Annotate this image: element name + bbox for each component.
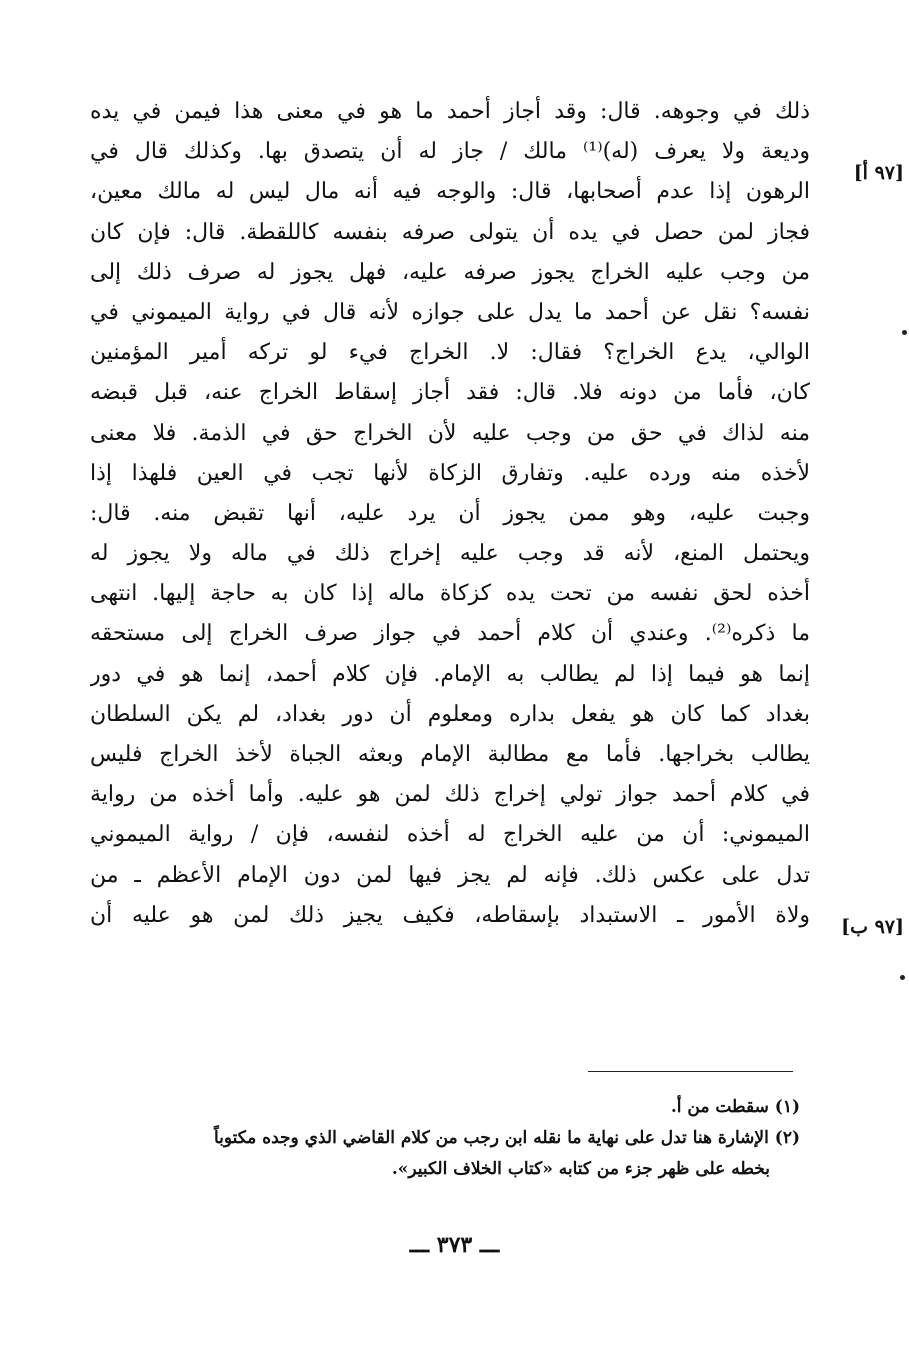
text-line: ولاة الأمور ـ الاستبداد بإسقاطه، فكيف يجيز ذلك لمن هو عليه أن: [90, 902, 810, 928]
text-line: ذلك في وجوهه. قال: وقد أجاز أحمد ما هو في معنى هذا فيمن في يده: [90, 99, 810, 124]
text-line: منه لذاك في حق من وجب عليه لأن الخراج حق في الذمة. فلا معنى: [90, 420, 810, 446]
text-line: فجاز لمن حصل في يده أن يتولى صرفه بنفسه كاللقطة. قال: فإن كان: [90, 219, 810, 245]
margin-marker-97b: [٩٧ ب]: [841, 916, 904, 938]
text-line: إنما هو فيما إذا لم يطالب به الإمام. فإن كلام أحمد، إنما هو في دور: [90, 661, 810, 687]
text-line: كان، فأما من دونه فلا. قال: فقد أجاز إسقاط الخراج عنه، قبل قبضه: [90, 380, 810, 406]
text-line: الوالي، يدع الخراج؟ فقال: لا. الخراج فيء لو تركه أمير المؤمنين: [90, 340, 810, 366]
text-line: ما ذكره⁽²⁾. وعندي أن كلام أحمد في جواز صرف الخراج إلى مستحقه: [90, 621, 810, 647]
text-line: تدل على عكس ذلك. فإنه لم يجز فيها لمن دون الإمام الأعظم ـ من: [90, 862, 810, 888]
text-line: وجبت عليه، وهو ممن يجوز أن يرد عليه، أنها تقبض منه. قال:: [90, 500, 810, 526]
footnote-1: (١) سقطت من أ.: [670, 1097, 800, 1117]
text-line: من وجب عليه الخراج يجوز صرفه عليه، فهل يجوز له صرف ذلك إلى: [90, 259, 810, 285]
scan-speck: [902, 330, 907, 335]
footnote-2: (٢) الإشارة هنا تدل على نهاية ما نقله ابن رجب من كلام القاضي الذي وجده مكتوباً: [213, 1128, 800, 1148]
scan-speck: [900, 975, 905, 980]
text-line: ويحتمل المنع، لأنه قد وجب عليه إخراج ذلك في ماله ولا يجوز له: [90, 541, 810, 567]
text-line: وديعة ولا يعرف (له)⁽¹⁾ مالك / جاز له أن يتصدق بها. وكذلك قال في: [90, 139, 810, 165]
text-line: الميموني: أن من عليه الخراج له أخذه لنفسه، فإن / رواية الميموني: [90, 822, 810, 848]
text-line: لأخذه منه ورده عليه. وتفارق الزكاة لأنها تجب في العين فلهذا إذا: [90, 460, 810, 486]
margin-marker-97a: [٩٧ أ]: [853, 162, 904, 184]
text-line: يطالب بخراجها. فأما مع مطالبة الإمام وبعثه الجباة لأخذ الخراج فليس: [90, 742, 810, 767]
text-line: الرهون إذا عدم أصحابها، قال: والوجه فيه أنه مال ليس له مالك معين،: [90, 179, 810, 205]
footnote-separator: [588, 1071, 793, 1072]
text-line: في كلام أحمد جواز تولي إخراج ذلك لمن هو عليه. وأما أخذه من رواية: [90, 782, 810, 808]
main-text-block: [90, 92, 810, 936]
text-line: بغداد كما كان هو يفعل بداره ومعلوم أن دور بغداد، لم يكن السلطان: [90, 701, 810, 727]
page-number: ـــ ٣٧٣ ـــ: [409, 1232, 500, 1258]
footnotes: [90, 1092, 800, 1185]
footnote-2-continuation: بخطه على ظهر جزء من كتابه «كتاب الخلاف الكبير».: [391, 1159, 770, 1179]
text-line: أخذه لحق نفسه من تحت يده كزكاة ماله إذا كان به حاجة إليها. انتهى: [90, 581, 810, 607]
text-line: نفسه؟ نقل عن أحمد ما يدل على جوازه لأنه قال في رواية الميموني في: [90, 299, 810, 325]
